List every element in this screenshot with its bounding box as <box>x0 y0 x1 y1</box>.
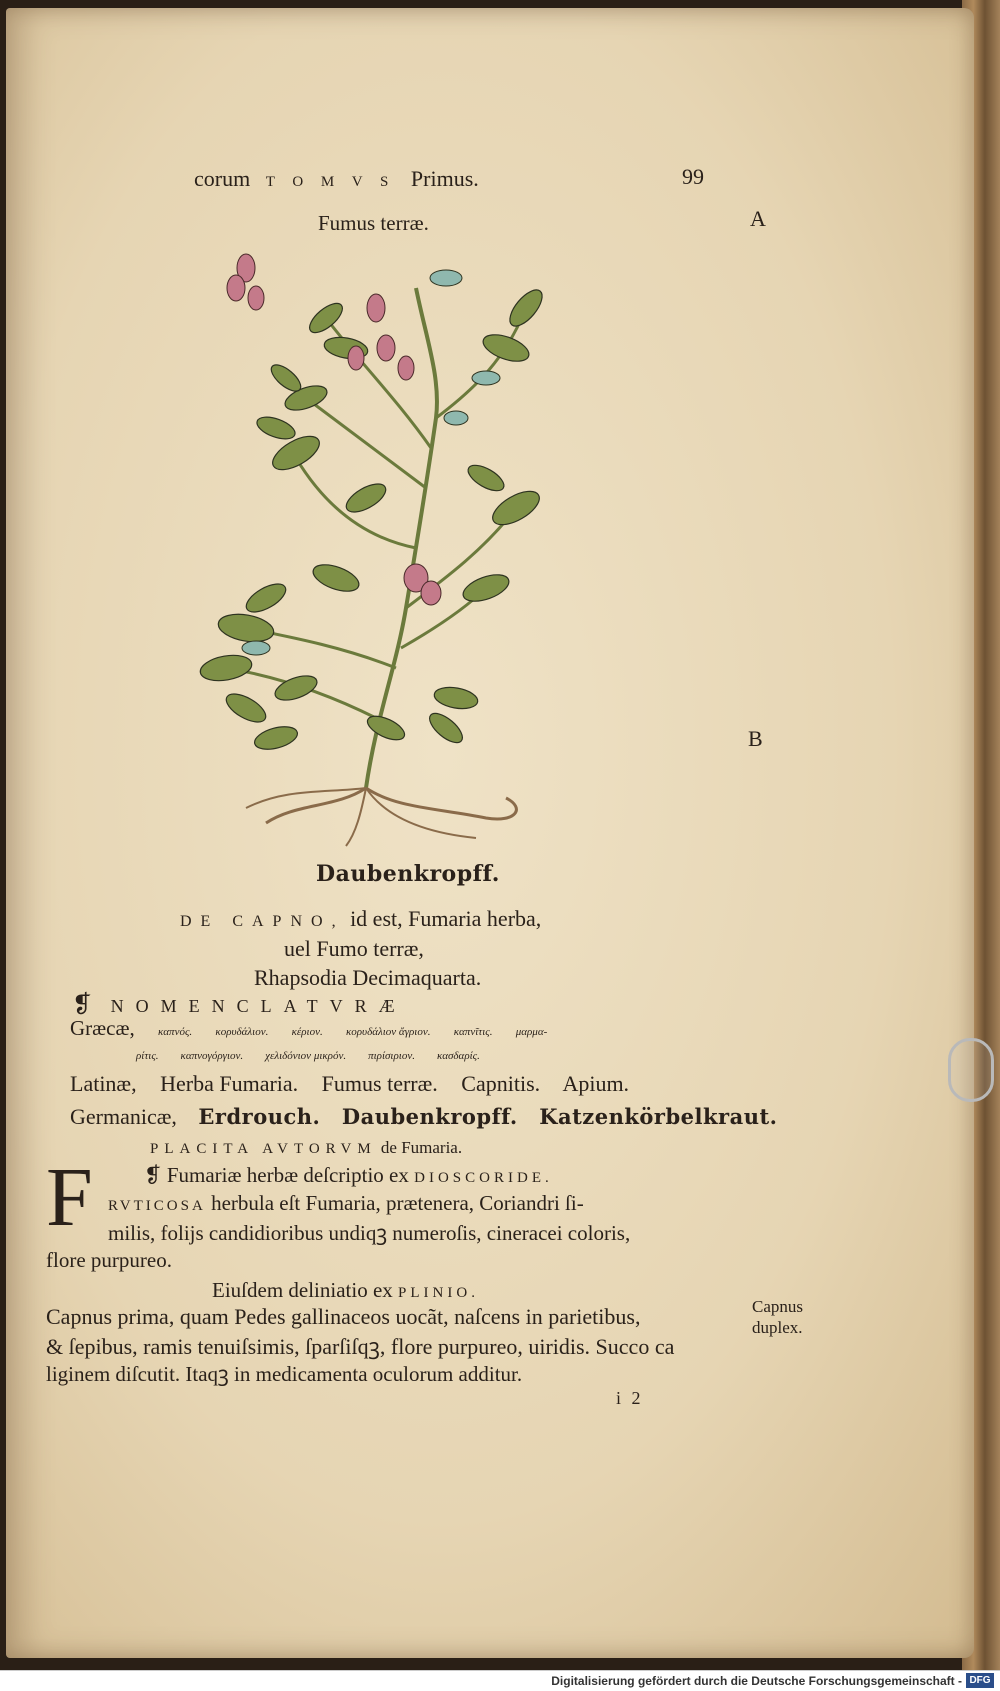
greek-term: κέριον. <box>291 1026 323 1038</box>
pliny-line-1: Capnus prima, quam Pedes gallinaceos uocãt, naſcens in parietibus, <box>46 1304 641 1329</box>
running-head-caps: T O M V S <box>265 174 396 190</box>
latin-term: Fumus terræ. <box>321 1071 438 1096</box>
running-head-post: Primus. <box>410 166 479 191</box>
dfg-logo: DFG <box>966 1673 994 1688</box>
pliny-line-2: & ſepibus, ramis tenuiſsimis, ſparſiſqꝫ, flore purpureo, uiridis. Succo ca <box>46 1334 675 1359</box>
signature-mark: i 2 <box>616 1388 644 1408</box>
nomenclatura-text: NOMENCLATVRÆ <box>110 996 407 1016</box>
german-label: Germanicæ, <box>70 1104 177 1129</box>
greek-term: κορυδάλιον ἄγριον. <box>345 1026 431 1038</box>
greek-term: κορυδάλιον. <box>215 1026 269 1038</box>
chapter-title-line-2: uel Fumo terræ, <box>284 936 424 961</box>
clasp-ring <box>948 1038 994 1102</box>
description-line-2: milis, folijs candidioribus undiqꝫ numeroſis, cineracei coloris, <box>108 1221 631 1245</box>
greek-names-line-2 <box>136 1046 498 1064</box>
latin-label: Latinæ, <box>70 1071 137 1096</box>
latin-term: Capnitis. <box>461 1071 541 1096</box>
german-term: Erdrouch. <box>198 1104 321 1129</box>
pliny-heading <box>212 1278 479 1303</box>
description-line-1 <box>108 1191 584 1216</box>
greek-term: χελιδόνιον μικρόν. <box>265 1050 347 1062</box>
pliny-heading-caps: PLINIO. <box>398 1285 479 1301</box>
plant-name: Daubenkropff. <box>316 861 500 887</box>
margin-note: Capnus duplex. <box>752 1297 803 1337</box>
greek-term: καπνογόργιον. <box>180 1050 244 1062</box>
pliny-heading-pre: Eiuſdem deliniatio ex <box>212 1278 393 1302</box>
description-heading-caps: DIOSCORIDE. <box>414 1170 553 1186</box>
fumaria-plant-woodcut <box>186 248 586 848</box>
book-page <box>6 8 974 1658</box>
description-line-1-caps: RVTICOSA <box>108 1198 206 1214</box>
greek-label: Græcæ, <box>70 1016 135 1040</box>
nomenclatura-heading <box>72 990 407 1019</box>
latin-term: Apium. <box>562 1071 630 1096</box>
chapter-title-line-3: Rhapsodia Decimaquarta. <box>254 965 482 990</box>
running-head-pre: corum <box>194 166 251 191</box>
description-line-3: flore purpureo. <box>46 1248 172 1272</box>
placita-caps: PLACITA AVTORVM <box>150 1141 377 1157</box>
greek-term: ρίτις. <box>136 1050 159 1062</box>
footer-credit: Digitalisierung gefördert durch die Deutsche Forschungsgemeinschaft - <box>551 1674 962 1688</box>
drop-cap: F <box>46 1151 93 1244</box>
figure-caption: Fumus terræ. <box>318 211 429 235</box>
chapter-title-rest: id est, Fumaria herba, <box>350 906 542 931</box>
chapter-title-line-1 <box>180 906 541 932</box>
description-heading-pre: ❡ Fumariæ herbæ deſcriptio ex <box>144 1163 409 1187</box>
placita-heading <box>150 1138 462 1158</box>
latin-term: Herba Fumaria. <box>160 1071 299 1096</box>
greek-term: μαρμα- <box>515 1026 548 1038</box>
greek-term: κασδαρίς. <box>436 1050 480 1062</box>
german-term: Katzenkörbelkraut. <box>539 1104 778 1129</box>
margin-letter-b: B <box>748 726 763 751</box>
pilcrow-icon: ❡ <box>72 992 95 1018</box>
greek-term: πιρίσιριον. <box>368 1050 415 1062</box>
margin-letter-a: A <box>750 206 766 231</box>
running-head <box>194 166 479 192</box>
latin-names <box>70 1071 647 1097</box>
description-heading <box>144 1163 553 1188</box>
placita-rest: de Fumaria. <box>380 1138 463 1157</box>
greek-term: καπνῖτις. <box>453 1026 493 1038</box>
pliny-line-3: liginem diſcutit. Itaqꝫ in medicamenta oculorum additur. <box>46 1362 523 1386</box>
german-term: Daubenkropff. <box>341 1104 518 1129</box>
page-number: 99 <box>682 164 704 189</box>
chapter-title-caps: DE CAPNO, <box>180 913 345 930</box>
footer-bar <box>0 1670 1000 1691</box>
german-names <box>70 1104 777 1130</box>
greek-names-line-1 <box>70 1016 547 1041</box>
description-line-1-rest: herbula eſt Fumaria, prætenera, Coriandri ſi- <box>211 1191 584 1215</box>
greek-term: καπνός. <box>158 1026 193 1038</box>
